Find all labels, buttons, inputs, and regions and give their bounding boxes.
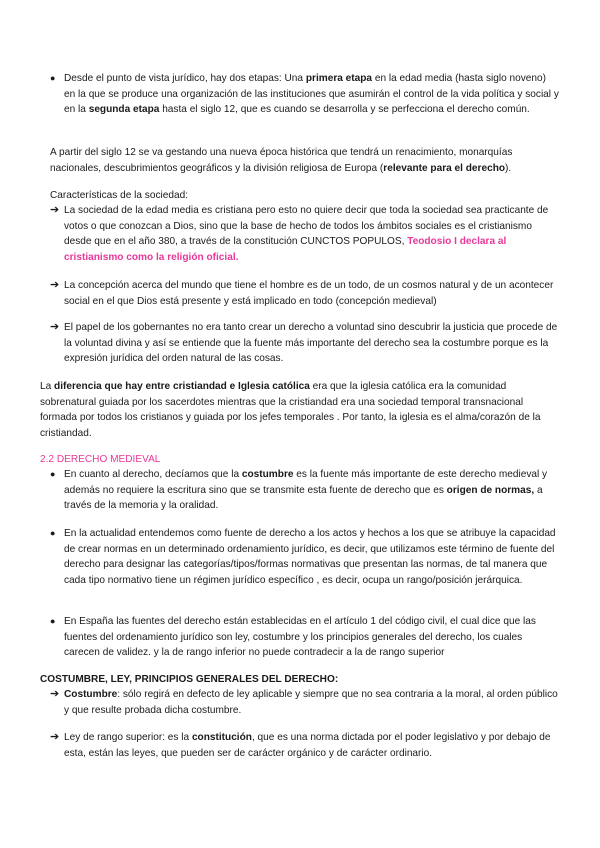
clp-item-text: Ley de rango superior: es la constitución, que es una norma dictada por el poder legislativo y por debajo de esta, están las leyes, que pueden ser de carácter orgánico y de carácter ordinario. (64, 732, 551, 759)
paragraph-cristiandad: La diferencia que hay entre cristiandad e Iglesia católica era que la iglesia católica era la comunidad sobrenatural guiada por los sacerdotes mientras que la cristiandad era una sociedad temporal transnacional formada por todos los cristianos y guiada por los jefes temporales . Por tanto, la iglesia es el alma/corazón de la cristiandad. (40, 381, 541, 439)
arrow-marker: ➔ (50, 731, 60, 743)
highlight-teodosio: Teodosio I declara al cristianismo como la religión oficial. (64, 236, 507, 263)
arrow-marker: ➔ (50, 688, 60, 700)
society-heading: Características de la sociedad: (50, 190, 189, 201)
clp-item-text: Costumbre: sólo regirá en defecto de ley aplicable y siempre que no sea contraria a la moral, al orden público y que resulte probada dicha costumbre. (64, 689, 558, 716)
bullet-marker: ● (50, 528, 56, 538)
bullet-marker: ● (50, 616, 56, 626)
society-item-text: El papel de los gobernantes no era tanto crear un derecho a voluntad sino descubrir la justicia que procede de la voluntad divina y así se entiende que la fuente más importante del derecho sea la costumbre porque es la expresión jurídica del orden natural de las cosas. (64, 322, 558, 365)
bullet-text: En España las fuentes del derecho están establecidas en el artículo 1 del código civil, el cual dice que las fuentes del ordenamiento jurídico son ley, costumbre y los principios generales del derecho, los cuales carecen de validez. y la de rango inferior no puede contradecir a la de rango superior (64, 616, 536, 659)
bullet-text: Desde el punto de vista jurídico, hay dos etapas: Una primera etapa en la edad media (hasta siglo noveno) en la que se produce una organización de las instituciones que asumirán el control de la vida política y social y en la segunda etapa hasta el siglo 12, que es cuando se desarrolla y se perfecciona el derecho común. (64, 73, 559, 116)
bullet-marker: ● (50, 469, 56, 479)
bullet-text: En cuanto al derecho, decíamos que la costumbre es la fuente más importante de este derecho medieval y además no requiere la escritura sino que se transmite esta fuente de derecho que es origen de normas, a través de la memoria y la oralidad. (64, 469, 548, 512)
society-item-text: La sociedad de la edad media es cristiana pero esto no quiere decir que toda la sociedad sea practicante de votos o que conozcan a Dios, sino que la base de hecho de todos los ámbitos sociales es el cristianismo desde que en el año 380, a través de la constitución CUNCTOS POPULOS, Teodosio I declara al cristianismo como la religión oficial. (64, 205, 549, 263)
society-item-text: La concepción acerca del mundo que tiene el hombre es de un todo, de un cosmos natural y de un acontecer social en el que Dios está presente y está implicado en todo (concepción medieval) (64, 280, 554, 307)
clp-heading: COSTUMBRE, LEY, PRINCIPIOS GENERALES DEL DERECHO: (40, 674, 339, 685)
arrow-marker: ➔ (50, 321, 60, 333)
arrow-marker: ➔ (50, 204, 60, 216)
section-heading: 2.2 DERECHO MEDIEVAL (40, 454, 161, 465)
bullet-marker: ● (50, 73, 56, 83)
paragraph-siglo-12: A partir del siglo 12 se va gestando una nueva época histórica que tendrá un renacimiento, monarquías nacionales, descubrimientos geográficos y la división religiosa de Europa (relevante para el derecho). (50, 147, 513, 174)
bullet-text: En la actualidad entendemos como fuente de derecho a los actos y hechos a los que se atribuye la capacidad de crear normas en un determinado ordenamiento jurídico, es decir, que utilizamos este término de fuente del derecho para designar las categorías/tipos/formas normativas que presentan las normas, de tal manera que cada tipo normativo tiene un régimen jurídico específico , es decir, ocupa un rango/posición jerárquica. (64, 528, 556, 586)
arrow-marker: ➔ (50, 279, 60, 291)
